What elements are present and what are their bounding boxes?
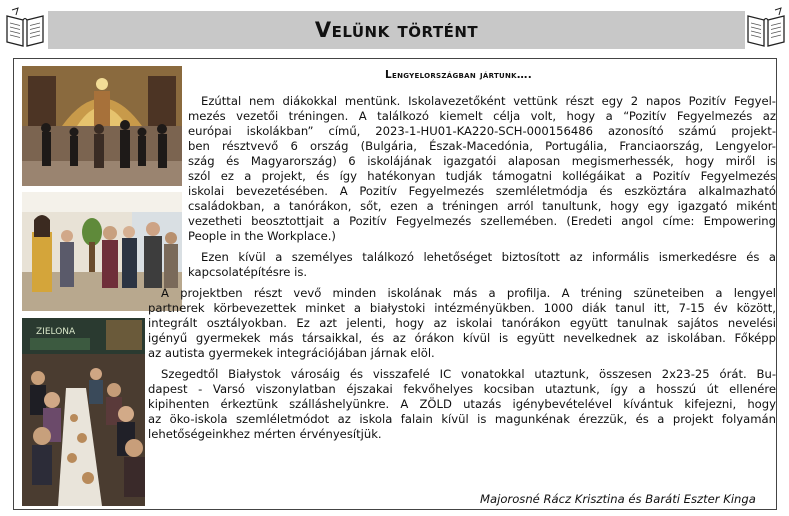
paragraph-line: családokban, a tanórákon, sőt, ezen a tréningen arról tanultunk, hogy egy igazgató miként [188,199,776,213]
open-book-icon [4,6,46,50]
paragraph-line: iskolai bevezetésében. A Pozitív Fegyelmezés szemléletmódja és eszköztára alkalmazható [188,184,776,198]
author-signature: Majorosné Rácz Krisztina és Baráti Eszter Kinga [480,492,756,506]
article-title: Lengyelországban jártunk…. [385,69,532,81]
paragraph-line: Szegedtől Białystok városáig és visszafelé IC vonatokkal utaztunk, összesen 2x23-25 órát. Bu- [161,367,776,381]
paragraph-line: integrált osztályokban. Ez azt jelenti, hogy az iskolai tanórákon együtt tanulnak sajátos nevelési [148,316,776,330]
paragraph-line: kipihenten érkeztünk szálláshelyünkre. A ZÖLD utazás igénybevételével kívántuk kifejezni, hogy [148,397,776,411]
paragraph-line: Ezen kívül a személyes találkozó lehetőséget biztosított az informális ismerkedésre és a [201,250,776,264]
section-title: Velünk történt [314,18,479,42]
open-book-icon [745,6,787,50]
paragraph-line: kapcsolatépítésre is. [188,265,308,279]
svg-text:ZIELONA: ZIELONA [36,327,76,337]
paragraph-line: európai iskolákban” című, 2023-1-HU01-KA220-SCH-000156486 azonosító számú projekt- [188,124,776,138]
paragraph-line: mezés vezetői tréningen. A találkozó kiemelt célja volt, hogy a “Pozitív Fegyelmezés az [188,109,776,123]
paragraph-line: partnerek körbevezettek minket a białystoki intézményükben. 1000 diák tanul itt, 7-15 év között, [148,301,776,315]
restaurant-dinner-photo [22,318,145,506]
paragraph-line: igényű gyermekek más társaikkal, és az órákon kívül is együtt nevelkednek az iskolában. Főképp [148,331,776,345]
paragraph-line: A projektben részt vevő minden iskolának más a profilja. A tréning szüneteiben a lengyel [161,286,776,300]
paragraph-line: Ezúttal nem diákokkal mentünk. Iskolavezetőként vettünk részt egy 2 napos Pozitív Fegyel- [201,94,776,108]
section-banner [48,11,745,49]
paragraph-line: vezetheti beosztottjait a Pozitív Fegyelmezés szellemében. (Eredeti angol címe: Empowering [188,214,776,228]
paragraph-line: szág és Magyarország) 6 iskolájának igazgatói alaposan megismerhessék, hogy miről is [188,154,776,168]
church-interior-photo [22,66,182,186]
paragraph-line: az öko-iskola szemléletmódot az iskola falain kívül is magunkénak érezzük, és a projekt folyamán [148,412,776,426]
paragraph-line: People in the Workplace.) [188,229,336,243]
paragraph-line: lehetőségeinkhez mérten érvényesítjük. [148,427,382,441]
paragraph-line: szól ez a projekt, és így hatékonyan tudják támogatni kollégáikat a Pozitív Fegyelmezés [188,169,776,183]
paragraph-line: az autista gyermekek integrációjában járnak elöl. [148,346,435,360]
paragraph-line: ben résztvevő 6 ország (Bulgária, Észak-Macedónia, Portugália, Franciaország, Lengyelor- [188,139,776,153]
paragraph-line: dapest - Varsó viszonylatban éjszakai fekvőhelyes kocsiban utaztunk, így a hosszú út ellenére [148,382,776,396]
group-meeting-photo [22,192,182,311]
